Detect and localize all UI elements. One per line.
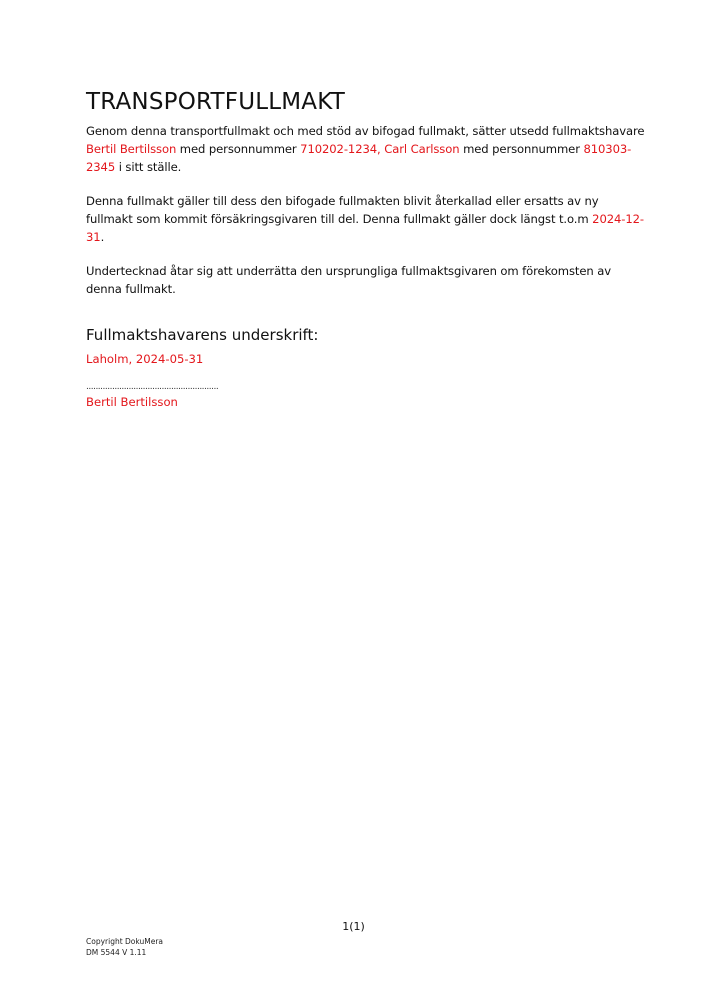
document-title: TRANSPORTFULLMAKT	[86, 89, 345, 115]
text-segment: med personnummer	[459, 142, 584, 156]
paragraph-delegation	[86, 122, 646, 176]
substitute-personnummer: 810303-2345	[86, 142, 632, 174]
text-segment: ,	[377, 142, 385, 156]
validity-date: 2024-12-31	[86, 212, 644, 244]
signature-heading: Fullmaktshavarens underskrift:	[86, 326, 319, 344]
text-segment: .	[100, 230, 105, 244]
signature-line: ........................................................	[86, 382, 219, 392]
document-body	[86, 86, 646, 411]
text-segment: i sitt ställe.	[115, 160, 182, 174]
text-segment: Genom denna transportfullmakt och med stöd av bifogad fullmakt, sätter utsedd fullmaktshavare	[86, 124, 645, 138]
footer	[86, 936, 163, 958]
signature-place-date: Laholm, 2024-05-31	[86, 352, 204, 366]
text-segment: Denna fullmakt gäller till dess den bifogade fullmakten blivit återkallad eller ersatts av ny fullmakt som kommit försäkringsgivaren till del. Denna fullmakt gäller dock längst t.o.m	[86, 194, 599, 226]
substitute-name: Carl Carlsson	[384, 142, 460, 156]
paragraph-validity	[86, 192, 646, 246]
paragraph-undertaking: Undertecknad åtar sig att underrätta den ursprungliga fullmaktsgivaren om förekomsten av denna fullmakt.	[86, 264, 611, 296]
signatory-name: Bertil Bertilsson	[86, 395, 178, 409]
holder-personnummer: 710202-1234	[300, 142, 378, 156]
footer-copyright: Copyright DokuMera	[86, 937, 164, 946]
footer-doc-id: DM 5544 V 1.11	[86, 948, 147, 957]
page-number: 1(1)	[342, 920, 365, 933]
text-segment: med personnummer	[176, 142, 301, 156]
holder-name: Bertil Bertilsson	[86, 142, 177, 156]
